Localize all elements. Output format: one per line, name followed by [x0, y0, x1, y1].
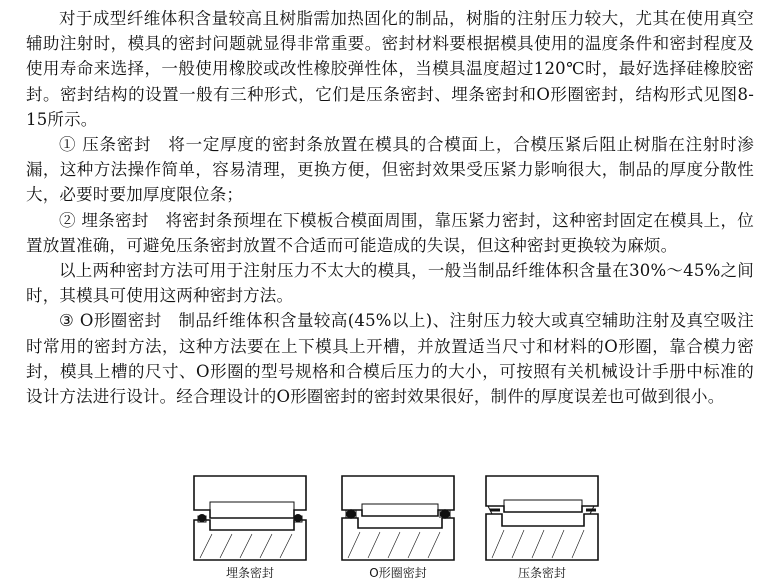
o-ring-seal-diagram-icon — [338, 468, 458, 563]
figure-caption: 压条密封 — [517, 566, 566, 580]
paragraph-buried-strip: ② 埋条密封 将密封条预埋在下模板合模面周围，靠压紧力密封，这种密封固定在模具上，位置放置准确，可避免压条密封放置不合适而可能造成的失误，但这种密封更换较为麻烦。 — [26, 210, 754, 255]
figure-buried-strip — [190, 468, 310, 583]
paragraph-intro: 对于成型纤维体积含量较高且树脂需加热固化的制品，树脂的注射压力较大，尤其在使用真空辅助注射时，模具的密封问题就显得非常重要。密封材料要根据模具使用的温度条件和密封程度及使用寿命来选择，一般使用橡胶或改性橡胶弹性体，当模具温度超过120℃时，最好选择硅橡胶密封。密封结构的设置一般有三种形式，它们是压条密封、埋条密封和O形圈密封，结构形式见图8-15所示。 — [26, 9, 754, 129]
paragraph-usage: 以上两种密封方法可用于注射压力不太大的模具，一般当制品纤维体积含量在30%～45%之间时，其模具可使用这两种密封方法。 — [26, 261, 754, 306]
figure-o-ring — [338, 468, 458, 583]
figure-caption: O形圈密封 — [369, 566, 427, 580]
figure-pressure-strip — [482, 468, 602, 583]
pressure-strip-seal-diagram-icon — [482, 468, 602, 563]
buried-strip-seal-diagram-icon — [190, 468, 310, 563]
figure-8-15 — [190, 468, 610, 583]
paragraph-o-ring: ③ O形圈密封 制品纤维体积含量较高(45%以上)、注射压力较大或真空辅助注射及真空吸注时常用的密封方法，这种方法要在上下模具上开槽，并放置适当尺寸和材料的O形圈，靠合模力密封，模具上槽的尺寸、O形圈的型号规格和合模后压力的大小，可按照有关机械设计手册中标准的设计方法进行设计。经合理设计的O形圈密封的密封效果很好，制件的厚度误差也可做到很小。 — [26, 311, 754, 407]
body-text — [26, 6, 754, 409]
paragraph-pressure-strip: ① 压条密封 将一定厚度的密封条放置在模具的合模面上，合模压紧后阻止树脂在注射时渗漏，这种方法操作简单，容易清理，更换方便，但密封效果受压紧力影响很大，制品的厚度分散性大，必要时要加厚度限位条； — [26, 135, 754, 205]
figure-caption: 埋条密封 — [225, 566, 274, 580]
